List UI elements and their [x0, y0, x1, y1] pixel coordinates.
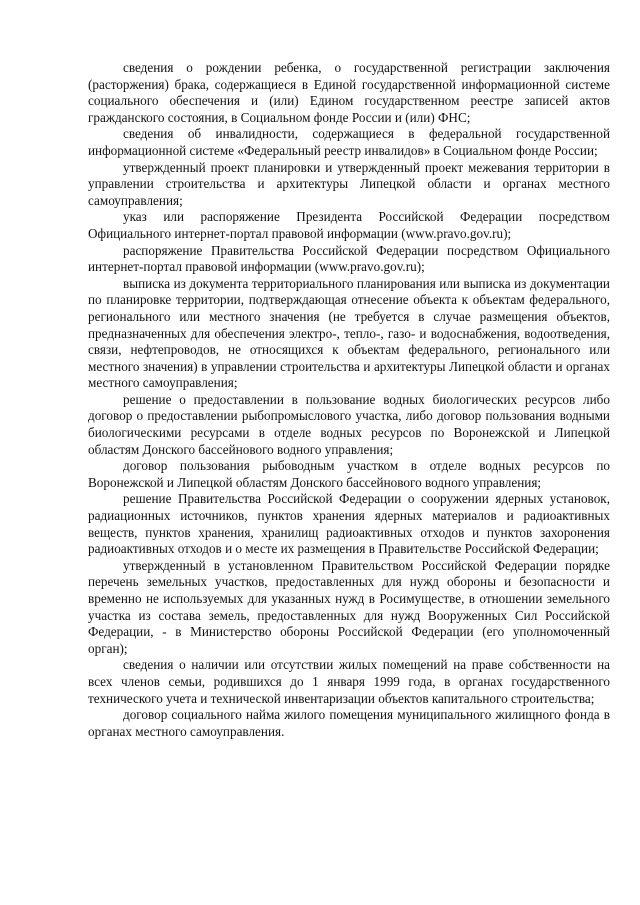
paragraph-fish-farming-contract: договор пользования рыбоводным участком в отделе водных ресурсов по Воронежской и Липецкой областям Донского бассейнового водного управления;	[88, 458, 610, 490]
paragraph-birth-marriage-info: сведения о рождении ребенка, о государственной регистрации заключения (расторжения) брака, содержащиеся в Единой государственной информационной системе социального обеспечения и (или) Едином государственном реестре записей актов гражданского состояния, в Социальном фонде России и (или) ФНС;	[88, 60, 610, 125]
paragraph-housing-ownership-info: сведения о наличии или отсутствии жилых помещений на праве собственности на всех членов семьи, родившихся до 1 января 1999 года, в органах государственного технического учета и технической инвентаризации объектов капитального строительства;	[88, 657, 610, 706]
paragraph-territorial-planning-extract: выписка из документа территориального планирования или выписка из документации по планировке территории, подтверждающая отнесение объекта к объектам федерального, регионального или местного значения (не требуется в случае размещения объектов, предназначенных для обеспечения электро-, тепло-, газо- и водоснабжения, водоотведения, связи, нефтепроводов, не относящихся к объектам федерального, регионального или местного значения) в управлении строительства и архитектуры Липецкой области и органах местного самоуправления;	[88, 275, 610, 391]
document-page	[88, 60, 610, 740]
paragraph-water-bio-resources: решение о предоставлении в пользование водных биологических ресурсов либо договор о предоставлении рыбопромыслового участка, либо договор пользования водными биологическими ресурсами в отделе водных ресурсов по Воронежской и Липецкой областям Донского бассейнового водного управления;	[88, 391, 610, 457]
paragraph-disability-info: сведения об инвалидности, содержащиеся в федеральной государственной информационной системе «Федеральный реестр инвалидов» в Социальном фонде России;	[88, 126, 610, 158]
paragraph-planning-project: утвержденный проект планировки и утвержденный проект межевания территории в управлении строительства и архитектуры Липецкой области и органах местного самоуправления;	[88, 159, 610, 208]
paragraph-defense-land-list: утвержденный в установленном Правительством Российской Федерации порядке перечень земельных участков, предоставленных для нужд обороны и безопасности и временно не используемых для указанных нужд в Росимуществе, в отношении земельного участка из состава земель, предоставленных для нужд Вооруженных Сил Российской Федерации, - в Министерство обороны Российской Федерации (его уполномоченный орган);	[88, 557, 610, 656]
paragraph-nuclear-facilities: решение Правительства Российской Федерации о сооружении ядерных установок, радиационных источников, пунктов хранения ядерных материалов и радиоактивных веществ, пунктов хранения, хранилищ радиоактивных отходов и пунктов захоронения радиоактивных отходов и о месте их размещения в Правительстве Российской Федерации;	[88, 491, 610, 557]
paragraph-government-order: распоряжение Правительства Российской Федерации посредством Официального интернет-портал правовой информации (www.pravo.gov.ru);	[88, 242, 610, 275]
paragraph-president-decree: указ или распоряжение Президента Российской Федерации посредством Официального интернет-портал правовой информации (www.pravo.gov.ru);	[88, 209, 610, 241]
paragraph-social-rent-contract: договор социального найма жилого помещения муниципального жилищного фонда в органах местного самоуправления.	[88, 707, 610, 739]
